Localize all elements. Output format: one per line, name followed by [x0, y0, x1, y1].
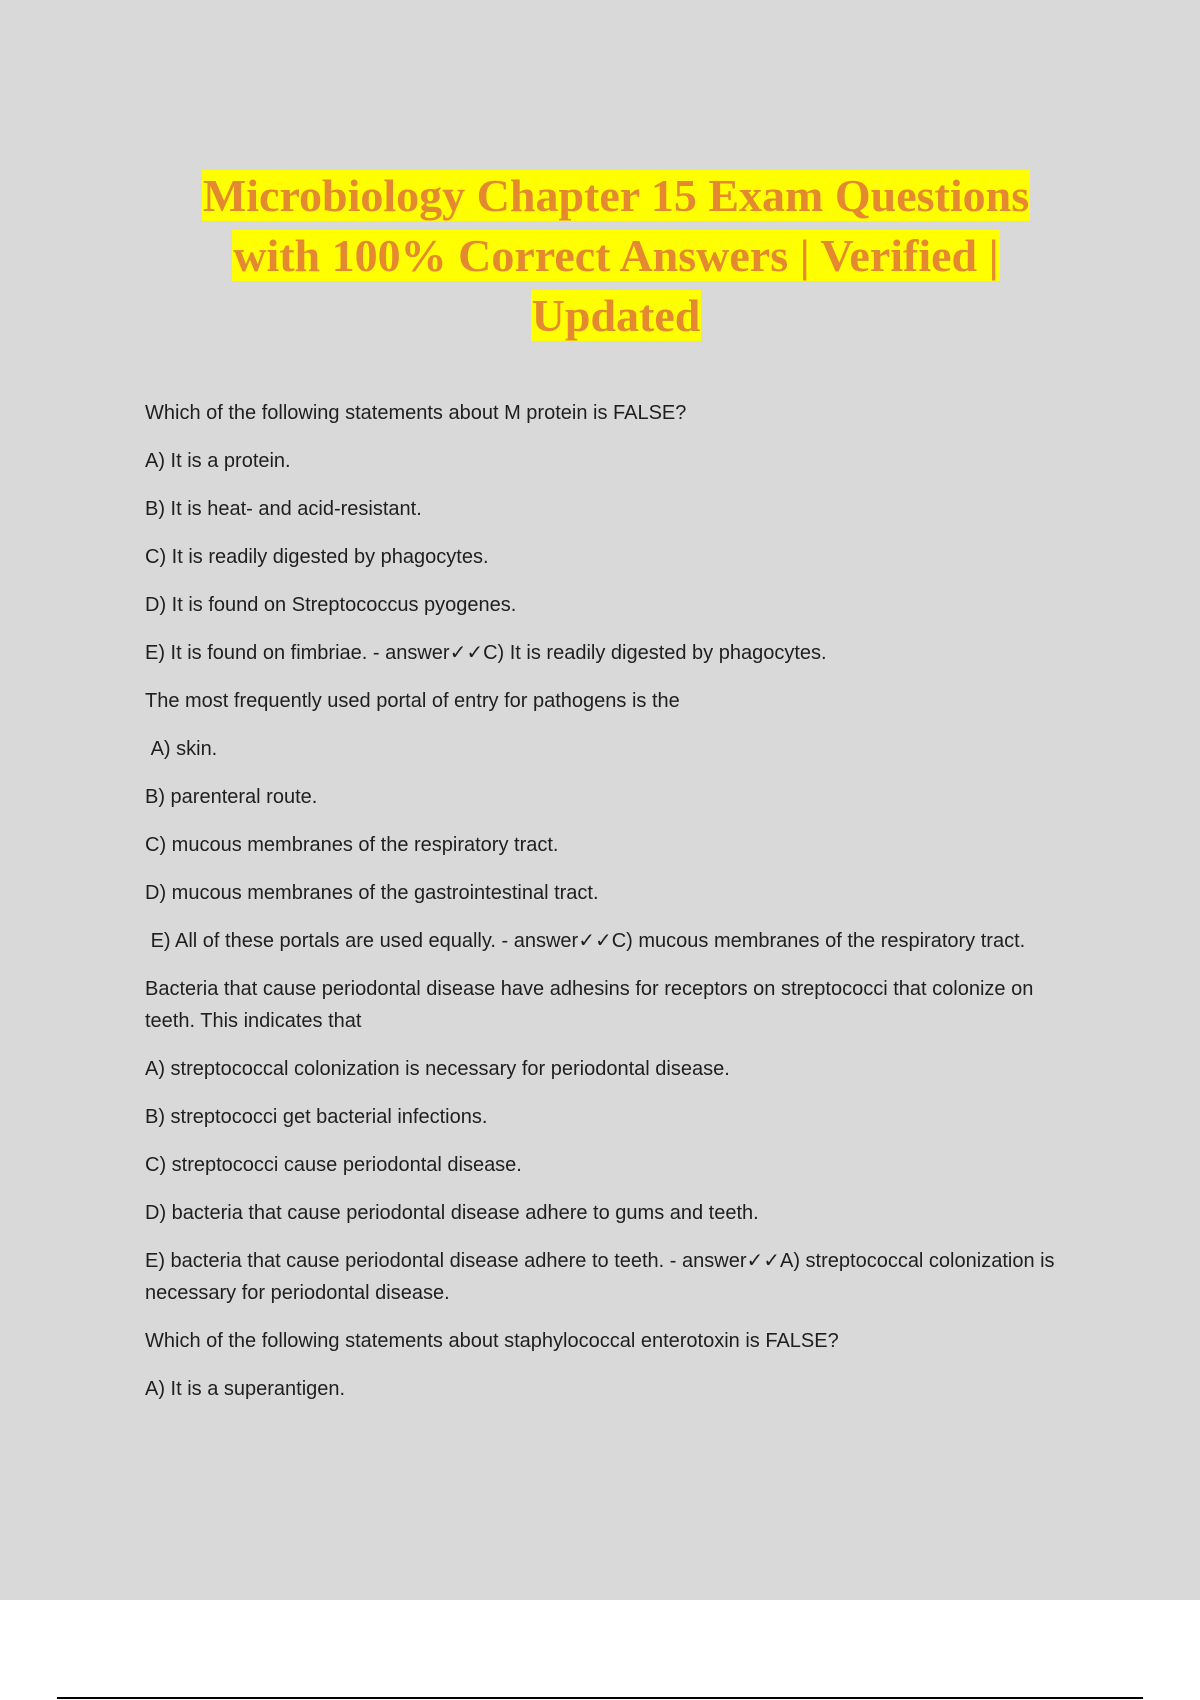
question-text: The most frequently used portal of entry for pathogens is the: [145, 690, 680, 712]
answer-option: B) streptococci get bacterial infections.: [145, 1106, 488, 1128]
answer-option: D) mucous membranes of the gastrointestinal tract.: [145, 882, 599, 904]
question-list: [145, 397, 1075, 1421]
title-line: with 100% Correct Answers | Verified |: [233, 230, 999, 281]
answer-option-with-key: E) bacteria that cause periodontal disease adhere to teeth. - answer✓✓A) streptococcal colonization is necessary for periodontal disease.: [145, 1250, 1061, 1304]
answer-option: B) parenteral route.: [145, 786, 318, 808]
title-line: Updated: [531, 290, 701, 341]
answer-option: C) streptococci cause periodontal disease.: [145, 1154, 522, 1176]
answer-option: C) mucous membranes of the respiratory tract.: [145, 834, 559, 856]
answer-option-with-key: E) It is found on fimbriae. - answer✓✓C) It is readily digested by phagocytes.: [145, 642, 827, 664]
title-line: Microbiology Chapter 15 Exam Questions: [202, 170, 1030, 221]
document-title: [100, 166, 1132, 346]
answer-option: A) streptococcal colonization is necessary for periodontal disease.: [145, 1058, 730, 1080]
answer-option-with-key: E) All of these portals are used equally. - answer✓✓C) mucous membranes of the respiratory tract.: [145, 930, 1026, 952]
answer-option: C) It is readily digested by phagocytes.: [145, 546, 489, 568]
answer-option: D) bacteria that cause periodontal disease adhere to gums and teeth.: [145, 1202, 759, 1224]
answer-option: A) It is a superantigen.: [145, 1378, 346, 1400]
question-text: Which of the following statements about M protein is FALSE?: [145, 402, 687, 424]
question-text: Bacteria that cause periodontal disease have adhesins for receptors on streptococci that colonize on teeth. This indicates that: [145, 978, 1039, 1032]
footer-divider: [57, 1697, 1143, 1699]
question-text: Which of the following statements about staphylococcal enterotoxin is FALSE?: [145, 1330, 839, 1352]
answer-option: B) It is heat- and acid-resistant.: [145, 498, 422, 520]
answer-option: A) skin.: [145, 738, 218, 760]
answer-option: D) It is found on Streptococcus pyogenes.: [145, 594, 517, 616]
answer-option: A) It is a protein.: [145, 450, 291, 472]
